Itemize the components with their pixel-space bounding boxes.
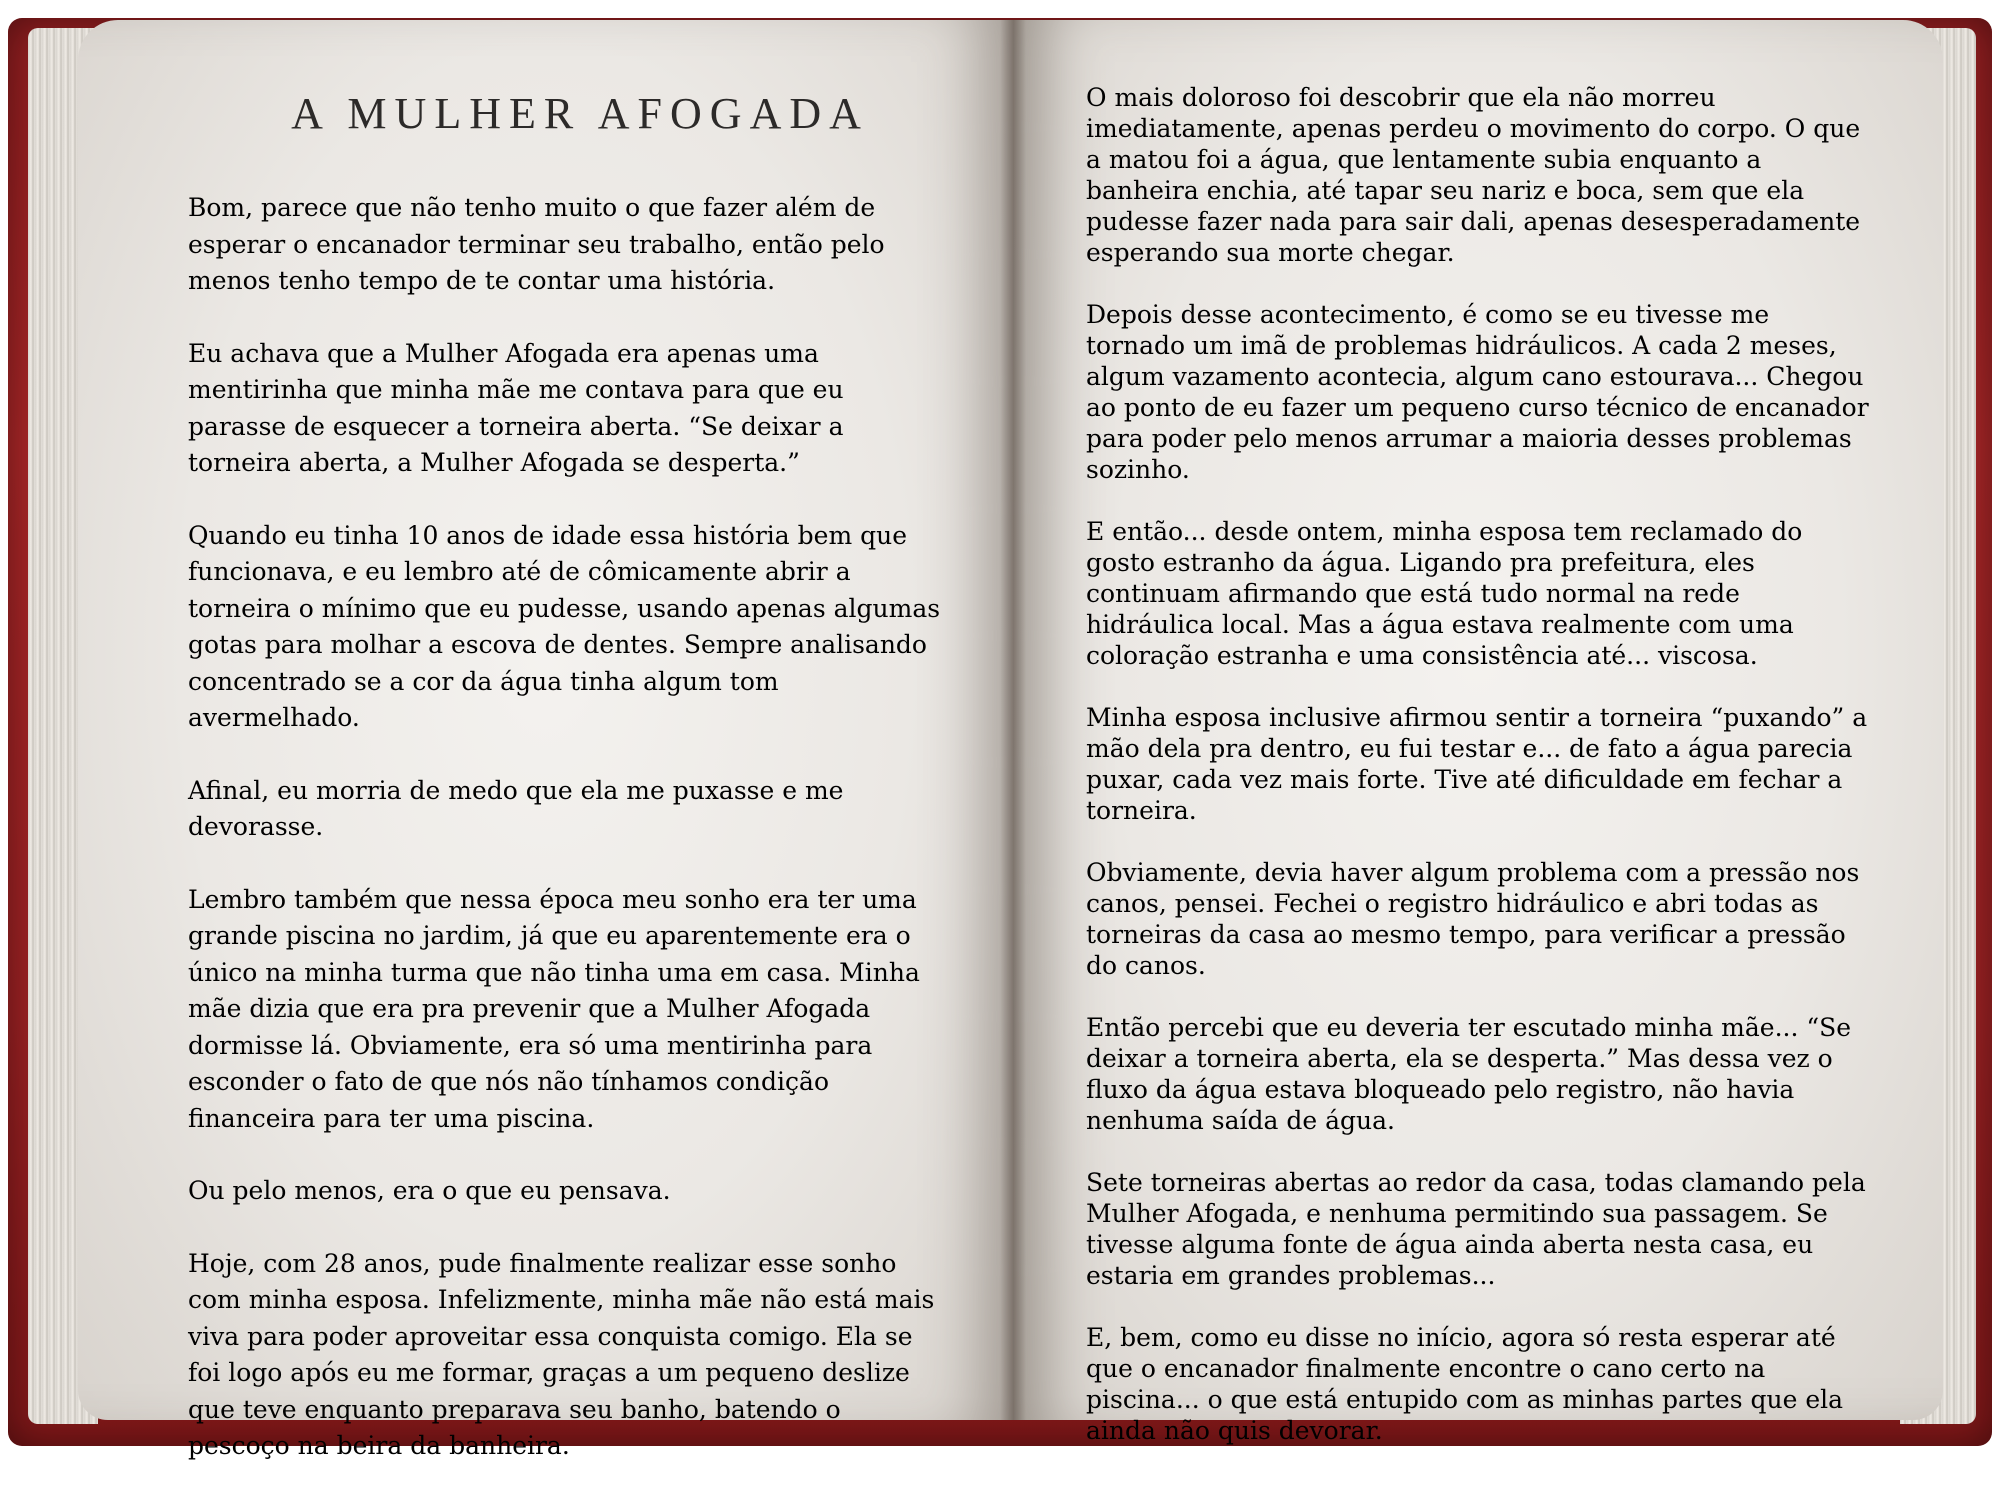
- paragraph: Hoje, com 28 anos, pude finalmente realizar esse sonho com minha esposa. Infelizmente, minha mãe não está mais viva para poder aproveitar essa conquista comigo. Ela se foi logo após eu me formar, graças a um pequeno deslize que teve enquanto preparava seu banho, batendo o pescoço na beira da banheira.: [188, 1248, 935, 1460]
- story-title: A MULHER AFOGADA: [291, 89, 869, 138]
- left-page-text: [188, 190, 948, 1501]
- paragraph: Depois desse acontecimento, é como se eu tivesse me tornado um imã de problemas hidráulicos. A cada 2 meses, algum vazamento acontecia, algum cano estourava... Chegou ao ponto de eu fazer um pequeno curso técnico de encanador para poder pelo menos arrumar a maioria desses problemas sozinho.: [1086, 300, 1869, 484]
- paragraph: Ou pelo menos, era o que eu pensava.: [188, 1176, 671, 1205]
- paragraph: O mais doloroso foi descobrir que ela não morreu imediatamente, apenas perdeu o movimento do corpo. O que a matou foi a água, que lentamente subia enquanto a banheira enchia, até tapar seu nariz e boca, sem que ela pudesse fazer nada para sair dali, apenas desesperadamente esperando sua morte chegar.: [1086, 83, 1861, 267]
- paragraph: Lembro também que nessa época meu sonho era ter uma grande piscina no jardim, já que eu aparentemente era o único na minha turma que não tinha uma em casa. Minha mãe dizia que era pra prevenir que a Mulher Afogada dormisse lá. Obviamente, era só uma mentirinha para esconder o fato de que nós não tínhamos condição financeira para ter uma piscina.: [188, 884, 920, 1133]
- paragraph: Quando eu tinha 10 anos de idade essa história bem que funcionava, e eu lembro até de cômicamente abrir a torneira o mínimo que eu pudesse, usando apenas algumas gotas para molhar a escova de dentes. Sempre analisando concentrado se a cor da água tinha algum tom avermelhado.: [188, 520, 941, 732]
- paragraph: Afinal, eu morria de medo que ela me puxasse e me devorasse.: [188, 775, 844, 841]
- paragraph: Então percebi que eu deveria ter escutado minha mãe... “Se deixar a torneira aberta, ela se desperta.” Mas dessa vez o fluxo da água estava bloqueado pelo registro, não havia nenhuma saída de água.: [1086, 1013, 1852, 1135]
- paragraph: Bom, parece que não tenho muito o que fazer além de esperar o encanador terminar seu trabalho, então pelo menos tenho tempo de te contar uma história.: [188, 193, 885, 295]
- paragraph: Minha esposa inclusive afirmou sentir a torneira “puxando” a mão dela pra dentro, eu fui testar e... de fato a água parecia puxar, cada vez mais forte. Tive até dificuldade em fechar a torneira.: [1086, 703, 1868, 825]
- book-spine: [1000, 20, 1026, 1420]
- paragraph: Sete torneiras abertas ao redor da casa, todas clamando pela Mulher Afogada, e nenhuma permitindo sua passagem. Se tivesse alguma fonte de água ainda aberta nesta casa, eu estaria em grandes problemas...: [1086, 1168, 1866, 1290]
- paragraph: Eu achava que a Mulher Afogada era apenas uma mentirinha que minha mãe me contava para que eu parasse de esquecer a torneira aberta. “Se deixar a torneira aberta, a Mulher Afogada se desperta.”: [188, 338, 844, 477]
- paragraph: E então... desde ontem, minha esposa tem reclamado do gosto estranho da água. Ligando pra prefeitura, eles continuam afirmando que está tudo normal na rede hidráulica local. Mas a água estava realmente com uma coloração estranha e uma consistência até... viscosa.: [1086, 517, 1803, 670]
- paragraph: Obviamente, devia haver algum problema com a pressão nos canos, pensei. Fechei o registro hidráulico e abri todas as torneiras da casa ao mesmo tempo, para verificar a pressão do canos.: [1086, 858, 1860, 980]
- paragraph: E, bem, como eu disse no início, agora só resta esperar até que o encanador finalmente encontre o cano certo na piscina... o que está entupido com as minhas partes que ela ainda não quis devorar.: [1086, 1323, 1844, 1445]
- right-page-text: [1086, 82, 1872, 1477]
